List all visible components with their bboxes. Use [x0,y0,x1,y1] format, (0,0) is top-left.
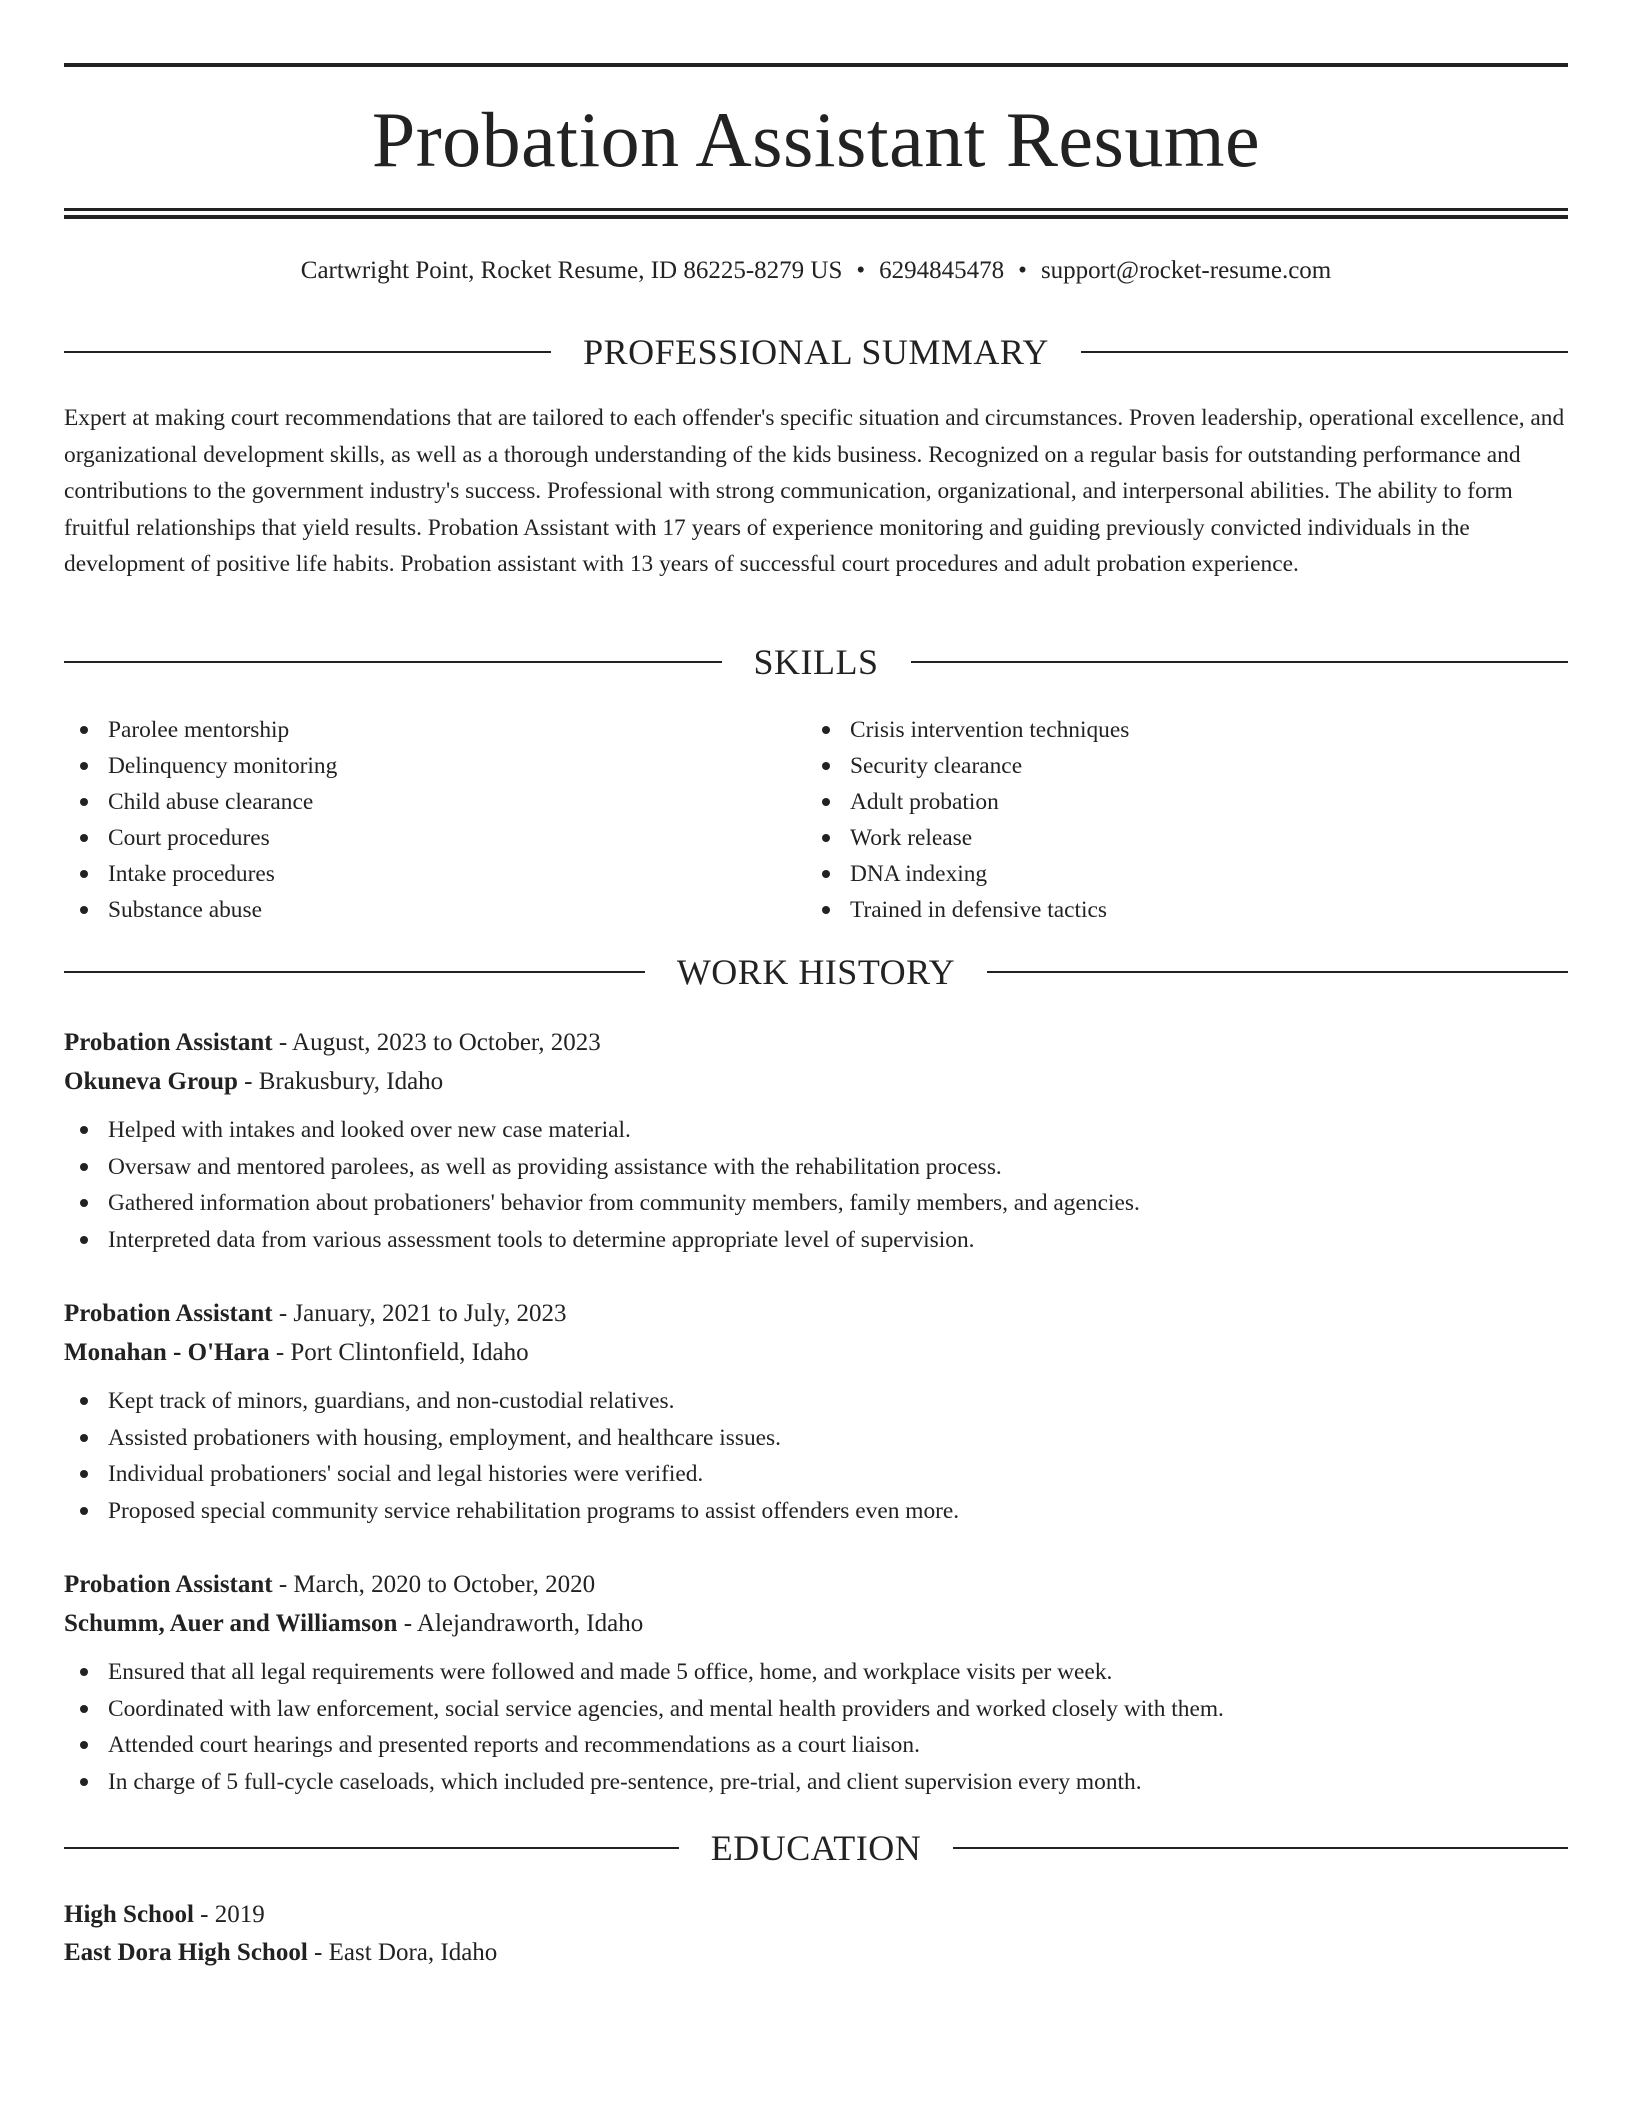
heading-rule [64,971,645,973]
skill-item: Child abuse clearance [64,784,337,820]
education-school-line [64,1934,1568,1972]
education-degree: High School [64,1901,194,1928]
section-heading-summary [64,330,1568,374]
job-duties [64,1112,1568,1258]
job-location: - Port Clintonfield, Idaho [269,1339,529,1366]
job-company-line [64,1062,1568,1101]
job-company-line [64,1333,1568,1372]
skill-item: Court procedures [64,820,337,856]
heading-rule [64,661,722,663]
job-duties [64,1383,1568,1529]
duty-item: Attended court hearings and presented reports and recommendations as a court liaison. [64,1727,1568,1764]
section-title-work: WORK HISTORY [676,952,956,992]
duty-item: Coordinated with law enforcement, social service agencies, and mental health providers and worked closely with them. [64,1691,1568,1728]
contact-address: Cartwright Point, Rocket Resume, ID 86225-8279 US [300,257,843,284]
page-title: Probation Assistant Resume [371,96,1261,183]
summary-text: Expert at making court recommendations that are tailored to each offender's specific situation and circumstances. Proven leadership, operational excellence, and organizational development skills, as well as a thorough understanding of the kids business. Recognized on a regular basis for outstanding performance and contributions to the government industry's success. Professional with strong communication, organizational, and interpersonal abilities. The ability to form fruitful relationships that yield results. Probation Assistant with 17 years of experience monitoring and guiding previously convicted individuals in the development of positive life habits. Probation assistant with 13 years of successful court procedures and adult probation experience. [64,405,1565,577]
job-title-line [64,1294,1568,1333]
title-rule-upper [64,208,1568,211]
section-title-education: EDUCATION [710,1828,922,1868]
education-location: - East Dora, Idaho [307,1939,498,1966]
heading-rule [1081,351,1568,353]
contact-email: support@rocket-resume.com [1040,257,1332,284]
skill-item: Substance abuse [64,892,337,928]
heading-rule [953,1847,1568,1849]
education-degree-line [64,1896,1568,1934]
job-title: Probation Assistant [64,1029,273,1056]
skill-item: Crisis intervention techniques [806,712,1129,748]
duty-item: Kept track of minors, guardians, and non-custodial relatives. [64,1383,1568,1420]
job-entry [64,1023,1568,1258]
section-heading-education [64,1826,1568,1870]
skill-item: Parolee mentorship [64,712,337,748]
job-location: - Brakusbury, Idaho [237,1068,444,1095]
duty-item: In charge of 5 full-cycle caseloads, which included pre-sentence, pre-trial, and client supervision every month. [64,1764,1568,1801]
section-heading-work [64,950,1568,994]
job-company: Monahan - O'Hara [64,1339,270,1366]
job-title-line [64,1565,1568,1604]
duty-item: Interpreted data from various assessment tools to determine appropriate level of supervision. [64,1222,1568,1259]
job-location: - Alejandraworth, Idaho [397,1610,644,1637]
job-dates: - January, 2021 to July, 2023 [272,1300,567,1327]
job-title: Probation Assistant [64,1571,273,1598]
skill-item: Security clearance [806,748,1129,784]
education-school: East Dora High School [64,1939,308,1966]
skill-item: Intake procedures [64,856,337,892]
job-title: Probation Assistant [64,1300,273,1327]
job-entry [64,1294,1568,1529]
duty-item: Gathered information about probationers' behavior from community members, family members, and agencies. [64,1185,1568,1222]
skill-item: Adult probation [806,784,1129,820]
job-title-line [64,1023,1568,1062]
job-company: Schumm, Auer and Williamson [64,1610,398,1637]
section-title-skills: SKILLS [753,642,879,682]
duty-item: Individual probationers' social and legal histories were verified. [64,1456,1568,1493]
contact-separator: • [856,257,866,284]
job-duties [64,1654,1568,1800]
job-dates: - August, 2023 to October, 2023 [272,1029,601,1056]
duty-item: Ensured that all legal requirements were followed and made 5 office, home, and workplace visits per week. [64,1654,1568,1691]
education-year: - 2019 [193,1901,265,1928]
skills-list-right [806,712,1129,928]
skill-item: Trained in defensive tactics [806,892,1129,928]
duty-item: Proposed special community service rehabilitation programs to assist offenders even more. [64,1493,1568,1530]
heading-rule [64,1847,679,1849]
job-company: Okuneva Group [64,1068,238,1095]
heading-rule [911,661,1569,663]
job-company-line [64,1604,1568,1643]
skill-item: DNA indexing [806,856,1129,892]
section-title-summary: PROFESSIONAL SUMMARY [583,332,1049,372]
duty-item: Oversaw and mentored parolees, as well as providing assistance with the rehabilitation process. [64,1149,1568,1186]
skill-item: Work release [806,820,1129,856]
heading-rule [987,971,1568,973]
heading-rule [64,351,551,353]
skill-item: Delinquency monitoring [64,748,337,784]
duty-item: Assisted probationers with housing, employment, and healthcare issues. [64,1420,1568,1457]
job-entry [64,1565,1568,1800]
education-entry [64,1896,1568,1972]
duty-item: Helped with intakes and looked over new case material. [64,1112,1568,1149]
contact-line [64,255,1568,287]
skills-list-left [64,712,337,928]
top-rule [64,63,1568,67]
job-dates: - March, 2020 to October, 2020 [272,1571,596,1598]
title-rule-lower [64,215,1568,219]
section-heading-skills [64,640,1568,684]
contact-phone: 6294845478 [879,257,1005,284]
contact-separator: • [1018,257,1027,284]
